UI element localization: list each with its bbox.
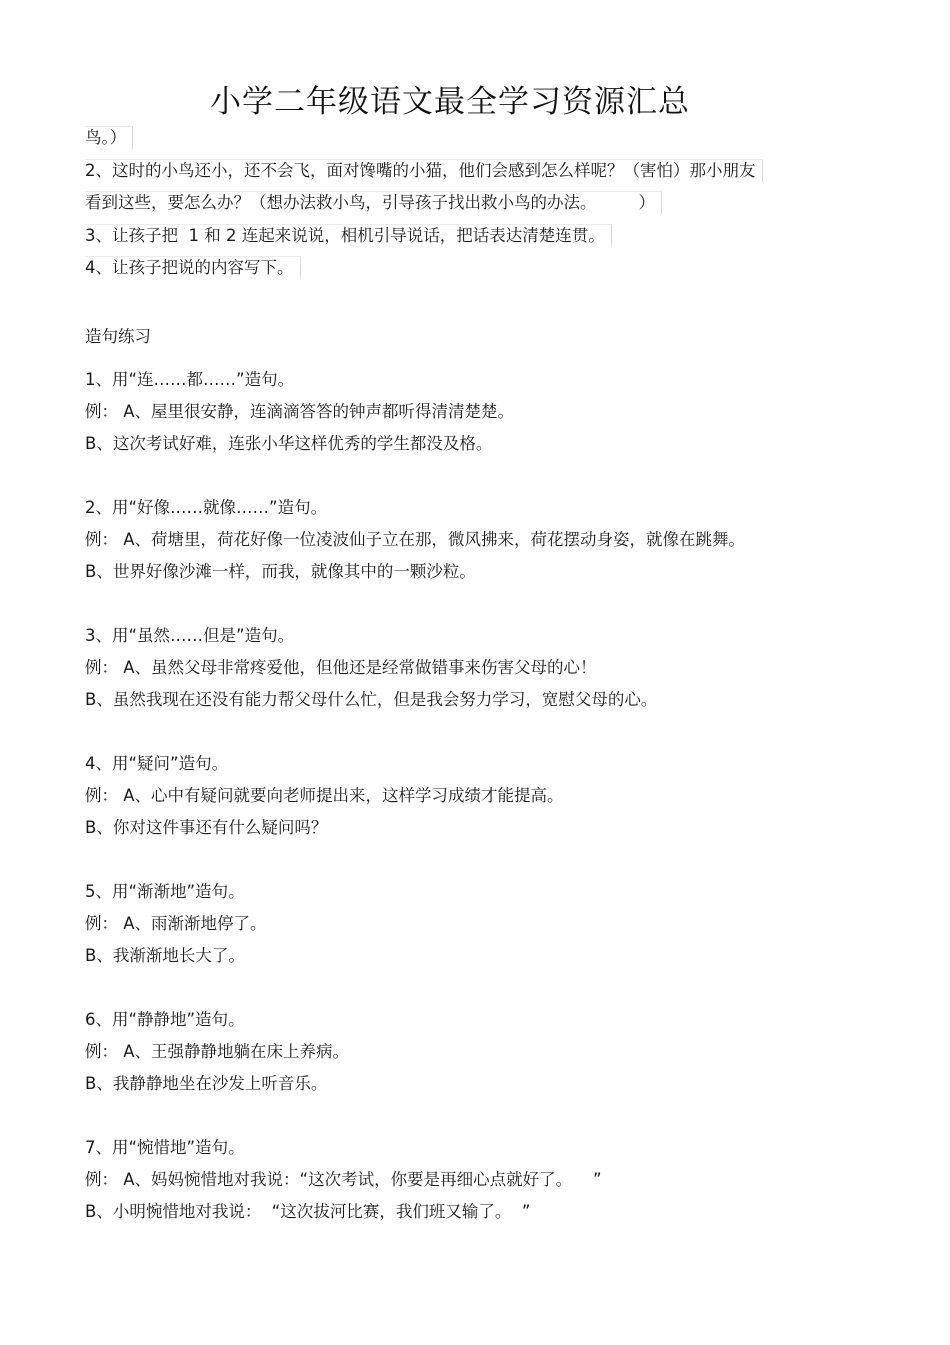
exercise-2-example-b: B、世界好像沙滩一样，而我，就像其中的一颗沙粒。 [85, 562, 476, 581]
intro-line-5: 4、让孩子把说的内容写下。 [85, 256, 301, 279]
exercise-3-prompt: 3、用“虽然……但是”造句。 [85, 626, 295, 645]
exercise-4-example-a: 例： A、心中有疑问就要向老师提出来，这样学习成绩才能提高。 [85, 786, 564, 805]
exercise-3-example-a: 例： A、虽然父母非常疼爱他，但他还是经常做错事来伤害父母的心！ [85, 658, 597, 677]
exercise-6-example-b: B、我静静地坐在沙发上听音乐。 [85, 1074, 328, 1093]
page-title: 小学二年级语文最全学习资源汇总 [210, 84, 690, 120]
exercise-7-example-b: B、小明惋惜地对我说： “这次拔河比赛，我们班又输了。 ” [85, 1202, 531, 1221]
intro-line-1: 鸟。） [85, 126, 133, 149]
exercise-7-prompt: 7、用“惋惜地”造句。 [85, 1138, 245, 1157]
exercise-2-prompt: 2、用“好像……就像……”造句。 [85, 498, 328, 517]
exercise-1-example-b: B、这次考试好难，连张小华这样优秀的学生都没及格。 [85, 434, 493, 453]
exercise-5-example-a: 例： A、雨渐渐地停了。 [85, 914, 267, 933]
exercise-4-prompt: 4、用“疑问”造句。 [85, 754, 229, 773]
section-heading: 造句练习 [85, 327, 151, 346]
exercise-5-prompt: 5、用“渐渐地”造句。 [85, 882, 245, 901]
exercise-7-example-a: 例： A、妈妈惋惜地对我说：“这次考试，你要是再细心点就好了。 ” [85, 1170, 602, 1189]
exercise-5-example-b: B、我渐渐地长大了。 [85, 946, 245, 965]
exercise-1-prompt: 1、用“连……都……”造句。 [85, 370, 295, 389]
intro-line-4: 3、让孩子把 1 和 2 连起来说说，相机引导说话，把话表达清楚连贯。 [85, 224, 612, 247]
intro-line-3: 看到这些，要怎么办？（想办法救小鸟，引导孩子找出救小鸟的办法。 ） [85, 191, 662, 214]
exercise-4-example-b: B、你对这件事还有什么疑问吗？ [85, 818, 328, 837]
exercise-1-example-a: 例： A、屋里很安静，连滴滴答答的钟声都听得清清楚楚。 [85, 402, 515, 421]
exercise-6-example-a: 例： A、王强静静地躺在床上养病。 [85, 1042, 350, 1061]
exercise-3-example-b: B、虽然我现在还没有能力帮父母什么忙，但是我会努力学习，宽慰父母的心。 [85, 690, 658, 709]
intro-line-2: 2、这时的小鸟还小，还不会飞，面对馋嘴的小猫，他们会感到怎么样呢？（害怕）那小朋友 [85, 159, 763, 182]
exercise-2-example-a: 例： A、荷塘里，荷花好像一位凌波仙子立在那，微风拂来，荷花摆动身姿，就像在跳舞。 [85, 530, 746, 549]
exercise-6-prompt: 6、用“静静地”造句。 [85, 1010, 245, 1029]
